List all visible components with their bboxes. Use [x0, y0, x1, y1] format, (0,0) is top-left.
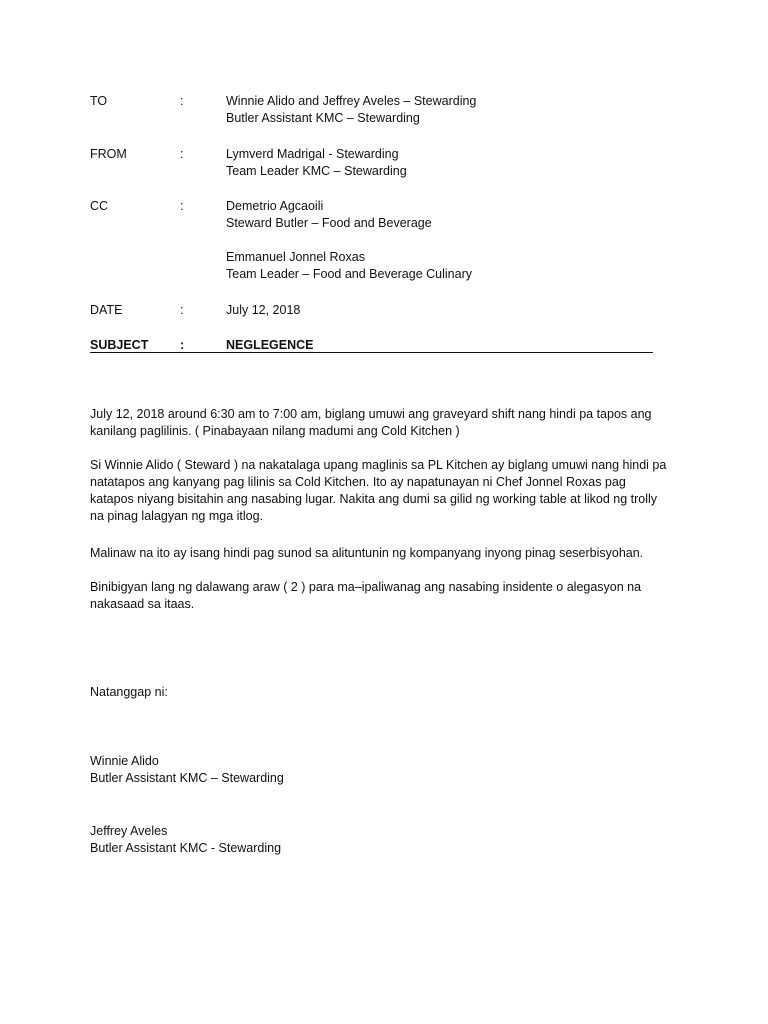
subject-colon: : — [180, 338, 185, 352]
from-colon: : — [180, 147, 184, 161]
body-paragraph-1: July 12, 2018 around 6:30 am to 7:00 am, biglang umuwi ang graveyard shift nang hindi pa tapos ang kanilang paglilinis. ( Pinabayaan nilang madumi ang Cold Kitchen ) — [90, 407, 652, 438]
date-label: DATE — [90, 303, 123, 317]
body-paragraph-3: Malinaw na ito ay isang hindi pag sunod sa alituntunin ng kompanyang inyong pinag seserbisyohan. — [90, 546, 644, 560]
body-paragraph-2 — [90, 457, 670, 525]
body-paragraph-2-rest: ( Steward ) na nakatalaga upang maglinis sa PL Kitchen ay biglang umuwi nang hindi pa natatapos ang kanyang pag lilinis sa Cold Kitchen. Ito ay napatunayan ni Chef Jonnel Roxas pag katapos niyang bisitahin ang nasabing lugar. Nakita ang dumi sa gilid ng working table at likod ng trolly na pinag lalagyan ng mga itlog. — [90, 458, 667, 523]
subject-value: NEGLEGENCE — [226, 338, 314, 352]
to-line-1: Winnie Alido and Jeffrey Aveles – Stewarding — [226, 94, 477, 108]
cc-line-1: Demetrio Agcaoili — [226, 199, 324, 213]
cc-colon: : — [180, 199, 184, 213]
to-label: TO — [90, 94, 108, 108]
date-colon: : — [180, 303, 184, 317]
signatory-2-name: Jeffrey Aveles — [90, 824, 168, 838]
cc-label: CC — [90, 199, 109, 213]
signatory-2-title: Butler Assistant KMC - Stewarding — [90, 841, 282, 855]
to-line-2: Butler Assistant KMC – Stewarding — [226, 111, 420, 125]
signatory-1-name: Winnie Alido — [90, 754, 159, 768]
from-label: FROM — [90, 147, 127, 161]
cc-line-4: Team Leader – Food and Beverage Culinary — [226, 267, 472, 281]
to-colon: : — [180, 94, 184, 108]
received-label: Natanggap ni: — [90, 685, 168, 699]
from-line-1: Lymverd Madrigal - Stewarding — [226, 147, 399, 161]
date-value: July 12, 2018 — [226, 303, 301, 317]
signatory-1-title: Butler Assistant KMC – Stewarding — [90, 771, 284, 785]
body-paragraph-4: Binibigyan lang ng dalawang araw ( 2 ) para ma–ipaliwanag ang nasabing insidente o alegasyon na nakasaad sa itaas. — [90, 580, 642, 611]
body-paragraph-2-name: Winnie Alido — [104, 458, 174, 472]
subject-underline — [90, 352, 653, 353]
cc-line-3: Emmanuel Jonnel Roxas — [226, 250, 365, 264]
from-line-2: Team Leader KMC – Stewarding — [226, 164, 407, 178]
cc-line-2: Steward Butler – Food and Beverage — [226, 216, 432, 230]
subject-label: SUBJECT — [90, 338, 149, 352]
body-paragraph-2-prefix: Si — [90, 458, 102, 472]
